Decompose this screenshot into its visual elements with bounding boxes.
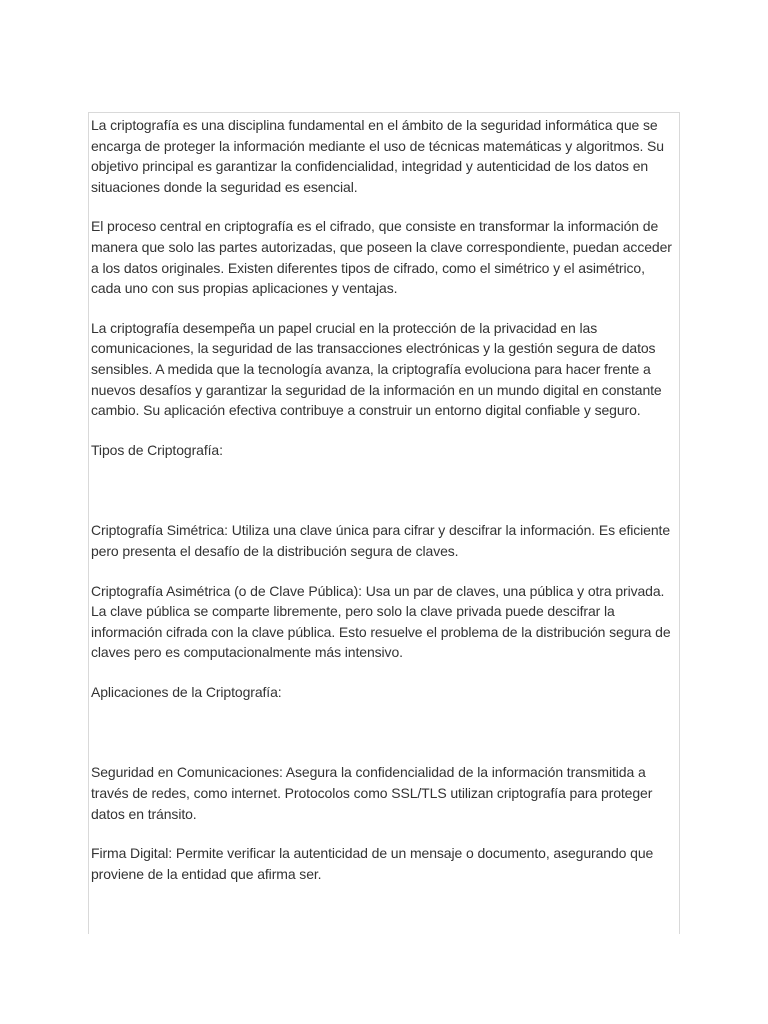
heading-aplicaciones: Aplicaciones de la Criptografía:	[91, 683, 282, 700]
paragraph-intro: La criptografía es una disciplina fundamental en el ámbito de la seguridad informática que se encarga de proteger la información mediante el uso de técnicas matemáticas y algoritmos. Su objetivo principal es garantizar la confidencialidad, integridad y autenticidad de los datos en situaciones donde la seguridad es esencial.	[91, 117, 664, 195]
paragraph-comunicaciones: Seguridad en Comunicaciones: Asegura la confidencialidad de la información transmitida a través de redes, como internet. Protocolos como SSL/TLS utilizan criptografía para proteger datos en tránsito.	[91, 764, 653, 822]
paragraph-simetrica: Criptografía Simétrica: Utiliza una clave única para cifrar y descifrar la información. Es eficiente pero presenta el desafío de la distribución segura de claves.	[91, 522, 671, 559]
paragraph-firma-digital: Firma Digital: Permite verificar la autenticidad de un mensaje o documento, asegurando que proviene de la entidad que afirma ser.	[91, 845, 654, 882]
blank-line	[91, 479, 673, 520]
paragraph-asimetrica: Criptografía Asimétrica (o de Clave Pública): Usa un par de claves, una pública y otra privada. La clave pública se comparte libremente, pero solo la clave privada puede descifrar la información cifrada con la clave pública. Esto resuelve el problema de la distribución segura de claves pero es computacionalmente más intensivo.	[91, 582, 671, 661]
blank-line	[91, 721, 673, 762]
document-page	[88, 112, 680, 934]
paragraph-cifrado: El proceso central en criptografía es el cifrado, que consiste en transformar la información de manera que solo las partes autorizadas, que poseen la clave correspondiente, puedan acceder a los datos originales. Existen diferentes tipos de cifrado, como el simétrico y el asimétrico, cada uno con sus propias aplicaciones y ventajas.	[91, 218, 672, 297]
heading-tipos: Tipos de Criptografía:	[91, 441, 223, 458]
document-body	[91, 115, 673, 903]
paragraph-importancia: La criptografía desempeña un papel crucial en la protección de la privacidad en las comunicaciones, la seguridad de las transacciones electrónicas y la gestión segura de datos sensibles. A medida que la tecnología avanza, la criptografía evoluciona para hacer frente a nuevos desafíos y garantizar la seguridad de la información en un mundo digital en constante cambio. Su aplicación efectiva contribuye a construir un entorno digital confiable y seguro.	[91, 319, 662, 419]
